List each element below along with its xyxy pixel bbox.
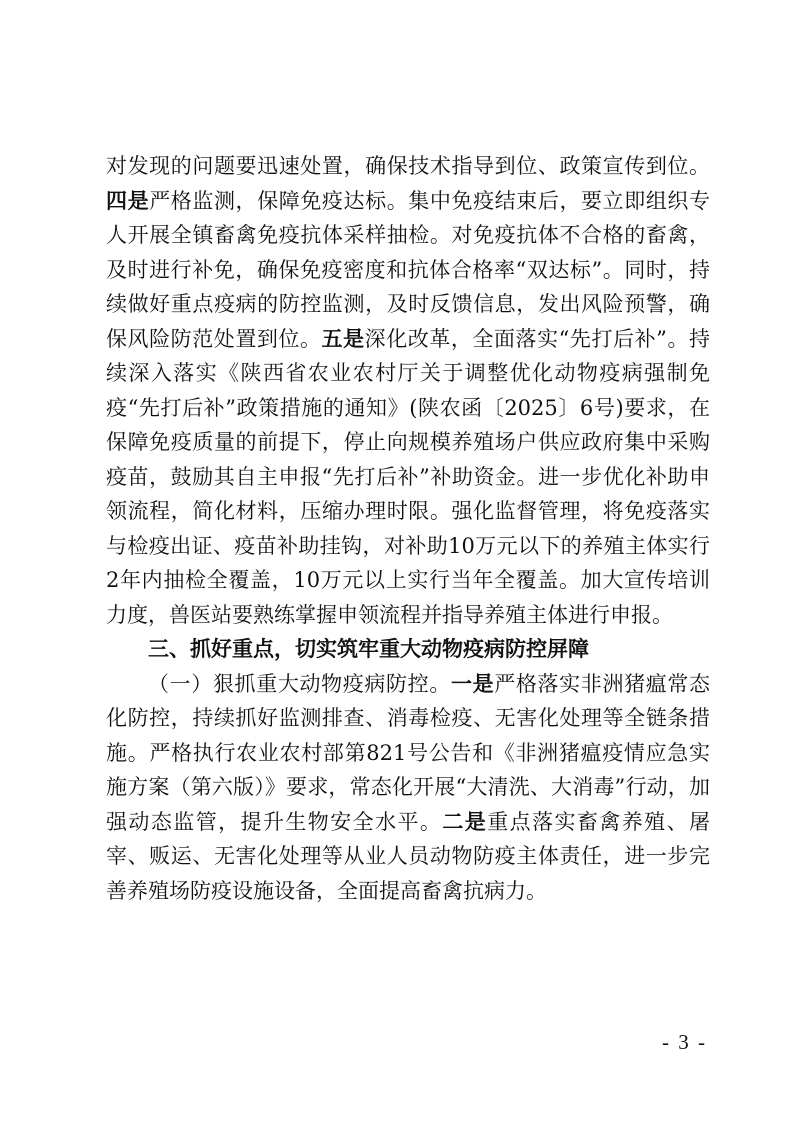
page-number: - 3 -	[662, 1030, 707, 1054]
text-segment: 对发现的问题要迅速处置，确保技术指导到位、政策宣传到位。	[106, 154, 710, 178]
bold-lead-five: 五是	[321, 326, 365, 351]
text-segment: （一）狠抓重大动物疫病防控。	[148, 671, 451, 696]
text-segment: 严格监测，保障免疫达标。集中免疫结束后，要立即组织专人开展全镇畜禽免疫抗体采样抽检。对免疫抗体不合格的畜禽，及时进行补免，确保免疫密度和抗体合格率“双达标”。同时，持续做好重点疫病的防控监测，及时反馈信息，发出风险预警，确保风险防范处置到位。	[106, 188, 710, 351]
paragraph-section-one	[106, 667, 710, 909]
bold-lead-one: 一是	[450, 671, 495, 696]
paragraph-continued	[106, 149, 710, 632]
text-segment: 严格落实非洲猪瘟常态化防控，持续抓好监测排查、消毒检疫、无害化处理等全链条措施。严格执行农业农村部第821号公告和《非洲猪瘟疫情应急实施方案（第六版）》要求，常态化开展“大清洗、大消毒”行动，加强动态监管，提升生物安全水平。	[106, 671, 711, 834]
section-heading: 三、抓好重点，切实筑牢重大动物疫病防控屏障	[148, 637, 589, 661]
document-body	[106, 149, 710, 908]
text-segment: 深化改革，全面落实“先打后补”。持续深入落实《陕西省农业农村厅关于调整优化动物疫病强制免疫“先打后补”政策措施的通知》(陕农函〔2025〕6号)要求，在保障免疫质量的前提下，停止向规模养殖场户供应政府集中采购疫苗，鼓励其自主申报“先打后补”补助资金。进一步优化补助申领流程，简化材料，压缩办理时限。强化监督管理，将免疫落实与检疫出证、疫苗补助挂钩，对补助10万元以下的养殖主体实行2年内抽检全覆盖，10万元以上实行当年全覆盖。加大宣传培训力度，兽医站要熟练掌握申领流程并指导养殖主体进行申报。	[106, 326, 710, 627]
text-segment: 重点落实畜禽养殖、屠宰、贩运、无害化处理等从业人员动物防疫主体责任，进一步完善养殖场防疫设施设备，全面提高畜禽抗病力。	[106, 809, 711, 903]
bold-lead-four: 四是	[106, 188, 150, 213]
bold-lead-two: 二是	[442, 809, 488, 834]
